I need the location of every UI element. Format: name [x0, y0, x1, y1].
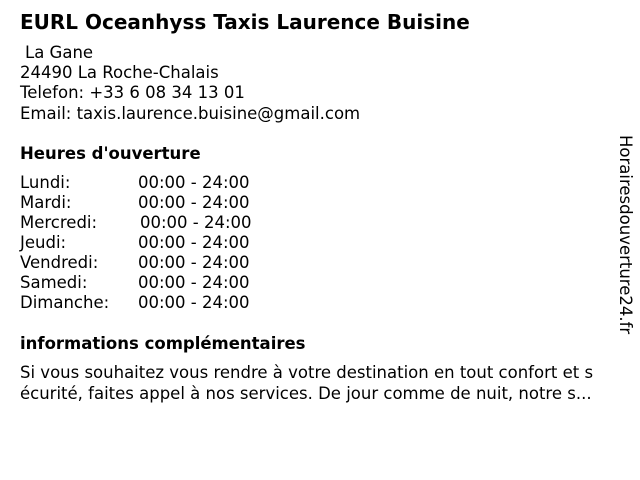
address-block: [20, 43, 360, 124]
opening-hours-heading: Heures d'ouverture: [20, 144, 201, 163]
opening-hours-list: [20, 173, 270, 313]
day-label: Vendredi:: [20, 253, 99, 272]
hours-row: [20, 273, 270, 293]
hours-row: [20, 193, 270, 213]
hours-row: [20, 213, 270, 233]
additional-info-text: [20, 363, 630, 404]
time-range: 00:00 - 24:00: [138, 253, 250, 272]
time-range: 00:00 - 24:00: [138, 273, 250, 292]
hours-row: [20, 253, 270, 273]
day-label: Samedi:: [20, 273, 88, 292]
time-range: 00:00 - 24:00: [138, 233, 250, 252]
day-label: Mardi:: [20, 193, 72, 212]
street: La Gane: [25, 43, 94, 62]
time-range: 00:00 - 24:00: [138, 293, 250, 312]
day-label: Mercredi:: [20, 213, 98, 232]
time-range: 00:00 - 24:00: [138, 173, 250, 192]
additional-info-heading: informations complémentaires: [20, 334, 306, 353]
business-name: EURL Oceanhyss Taxis Laurence Buisine: [20, 10, 470, 34]
hours-row: [20, 233, 270, 253]
time-range: 00:00 - 24:00: [140, 213, 252, 232]
hours-row: [20, 293, 270, 313]
site-watermark: Horairesdouverture24.fr: [616, 135, 635, 335]
day-label: Dimanche:: [20, 293, 110, 312]
email: Email: taxis.laurence.buisine@gmail.com: [20, 103, 361, 123]
info-line: écurité, faites appel à nos services. De jour comme de nuit, notre s...: [20, 383, 592, 403]
day-label: Jeudi:: [20, 233, 67, 252]
city: 24490 La Roche-Chalais: [20, 63, 219, 83]
time-range: 00:00 - 24:00: [138, 193, 250, 212]
day-label: Lundi:: [20, 173, 71, 192]
phone: Telefon: +33 6 08 34 13 01: [20, 83, 245, 103]
hours-row: [20, 173, 270, 193]
info-line: Si vous souhaitez vous rendre à votre destination en tout confort et s: [20, 363, 594, 382]
